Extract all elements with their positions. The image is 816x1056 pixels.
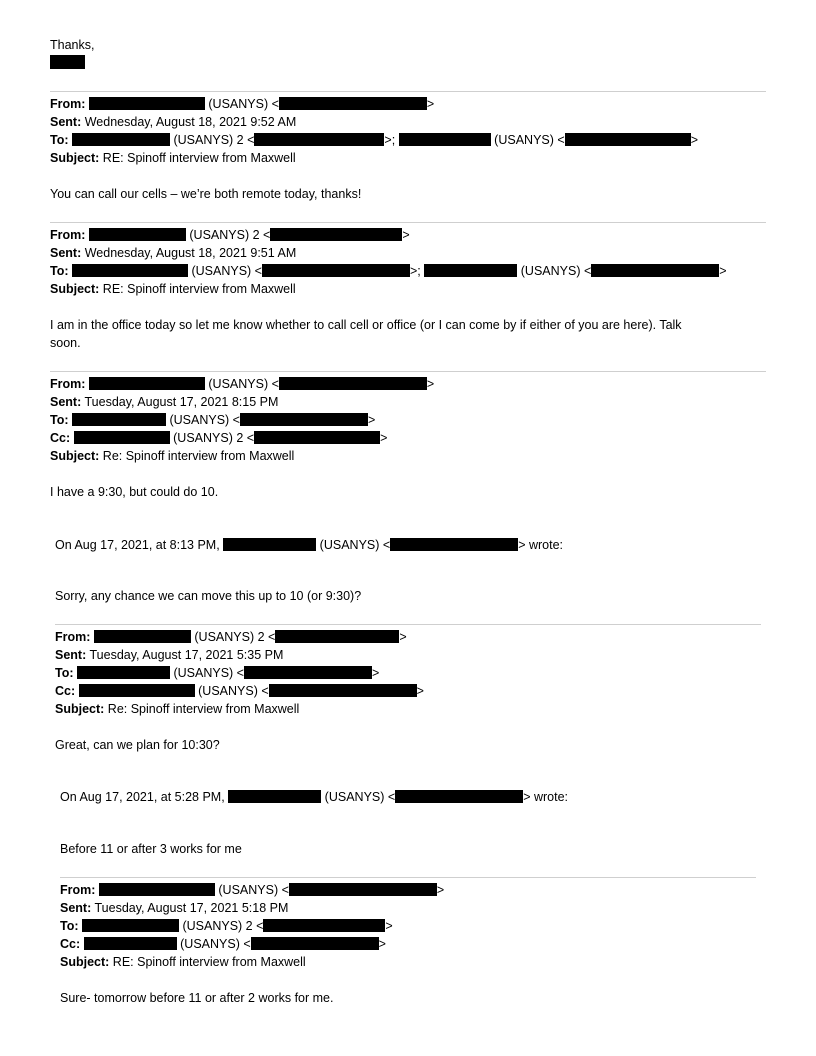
email-cc-line: Cc: (USANYS) < > [60,937,386,951]
email-to-line: To: (USANYS) 2 < > [60,919,393,933]
email-body: Great, can we plan for 10:30? [55,738,220,752]
email-body: You can call our cells – we’re both remote today, thanks! [50,187,362,201]
email-subject-line: Subject: RE: Spinoff interview from Maxwell [60,955,306,969]
email-sent-line: Sent: Wednesday, August 18, 2021 9:52 AM [50,115,297,129]
email-from-line: From: (USANYS) 2 < > [50,228,410,242]
email-sent-line: Sent: Tuesday, August 17, 2021 5:18 PM [60,901,289,915]
email-to-line: To: (USANYS) < >; (USANYS) < > [50,264,727,278]
email-subject-line: Subject: RE: Spinoff interview from Maxwell [50,282,296,296]
email-to-line: To: (USANYS) < > [55,666,380,680]
email-subject-line: Subject: RE: Spinoff interview from Maxwell [50,151,296,165]
email-divider [50,91,766,92]
email-from-line: From: (USANYS) < > [50,97,435,111]
email-sent-line: Sent: Tuesday, August 17, 2021 8:15 PM [50,395,279,409]
email-divider [50,371,766,372]
email-to-line: To: (USANYS) < > [50,413,376,427]
email-divider [55,624,761,625]
email-divider [50,222,766,223]
email-cc-line: Cc: (USANYS) < > [55,684,424,698]
email-body: Sure- tomorrow before 11 or after 2 works for me. [60,991,334,1005]
quote-intro-line: On Aug 17, 2021, at 5:28 PM, (USANYS) < > wrote: [60,790,568,804]
email-body-line: soon. [50,336,81,350]
email-subject-line: Subject: Re: Spinoff interview from Maxwell [50,449,295,463]
closing-thanks: Thanks, [50,38,95,52]
email-sent-line: Sent: Wednesday, August 18, 2021 9:51 AM [50,246,297,260]
email-from-line: From: (USANYS) 2 < > [55,630,407,644]
email-body: I have a 9:30, but could do 10. [50,485,219,499]
email-sent-line: Sent: Tuesday, August 17, 2021 5:35 PM [55,648,284,662]
email-divider [60,877,756,878]
email-subject-line: Subject: Re: Spinoff interview from Maxwell [55,702,300,716]
email-to-line: To: (USANYS) 2 < >; (USANYS) < > [50,133,698,147]
quote-body: Sorry, any chance we can move this up to 10 (or 9:30)? [55,589,362,603]
email-body-line: I am in the office today so let me know whether to call cell or office (or I can come by if either of you are here). Talk [50,318,682,332]
email-cc-line: Cc: (USANYS) 2 < > [50,431,388,445]
quote-intro-line: On Aug 17, 2021, at 8:13 PM, (USANYS) < > wrote: [55,538,563,552]
signature-redaction [50,55,85,71]
email-from-line: From: (USANYS) < > [50,377,435,391]
quote-body: Before 11 or after 3 works for me [60,842,242,856]
email-from-line: From: (USANYS) < > [60,883,445,897]
